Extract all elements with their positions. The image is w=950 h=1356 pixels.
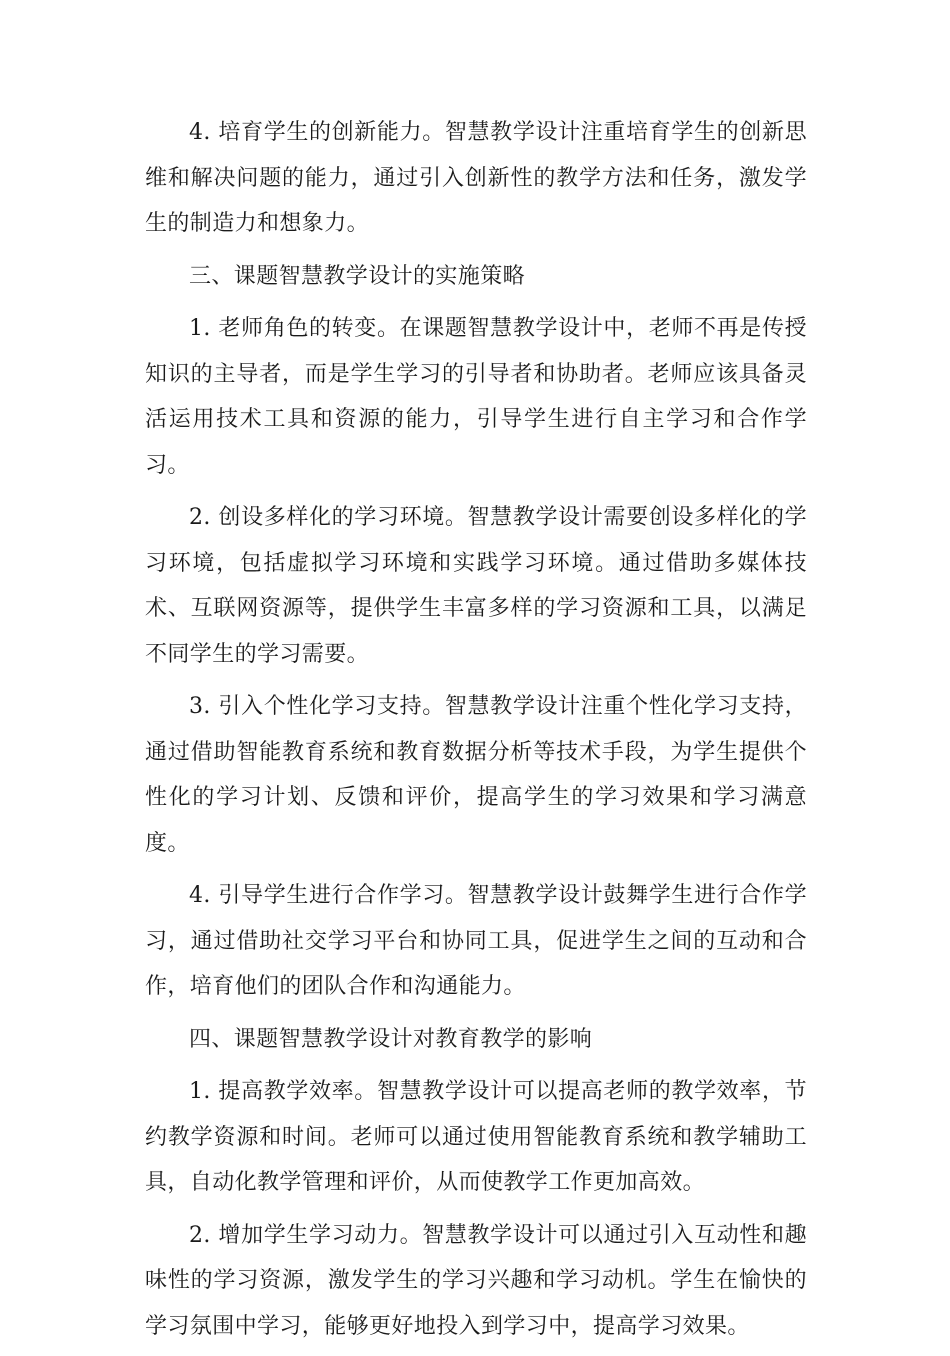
paragraph-learning-motivation: 2. 增加学生学习动力。智慧教学设计可以通过引入互动性和趣味性的学习资源，激发学生的学习兴趣和学习动机。学生在愉快的学习氛围中学习，能够更好地投入到学习中，提高学习效果。 (145, 1222, 807, 1339)
paragraph-teaching-efficiency: 1. 提高教学效率。智慧教学设计可以提高老师的教学效率，节约教学资源和时间。老师可以通过使用智能教育系统和教学辅助工具，自动化教学管理和评价，从而使教学工作更加高效。 (145, 1079, 807, 1195)
paragraph-cooperative-learning: 4. 引导学生进行合作学习。智慧教学设计鼓舞学生进行合作学习，通过借助社交学习平台和协同工具，促进学生之间的互动和合作，培育他们的团队合作和沟通能力。 (145, 883, 807, 999)
paragraph-personalized-support: 3. 引入个性化学习支持。智慧教学设计注重个性化学习支持，通过借助智能教育系统和教育数据分析等技术手段，为学生提供个性化的学习计划、反馈和评价，提高学生的学习效果和学习满意度。 (145, 694, 807, 856)
section-heading-impact: 四、课题智慧教学设计对教育教学的影响 (189, 1026, 593, 1052)
paragraph-teacher-role: 1. 老师角色的转变。在课题智慧教学设计中，老师不再是传授知识的主导者，而是学生学习的引导者和协助者。老师应该具备灵活运用技术工具和资源的能力，引导学生进行自主学习和合作学习。 (145, 316, 807, 478)
paragraph-innovation-ability: 4. 培育学生的创新能力。智慧教学设计注重培育学生的创新思维和解决问题的能力，通过引入创新性的教学方法和任务，激发学生的制造力和想象力。 (145, 120, 807, 236)
document-body (145, 110, 807, 1356)
paragraph-learning-environment: 2. 创设多样化的学习环境。智慧教学设计需要创设多样化的学习环境，包括虚拟学习环境和实践学习环境。通过借助多媒体技术、互联网资源等，提供学生丰富多样的学习资源和工具，以满足不同学生的学习需要。 (145, 505, 807, 667)
section-heading-implementation-strategy: 三、课题智慧教学设计的实施策略 (189, 263, 526, 289)
